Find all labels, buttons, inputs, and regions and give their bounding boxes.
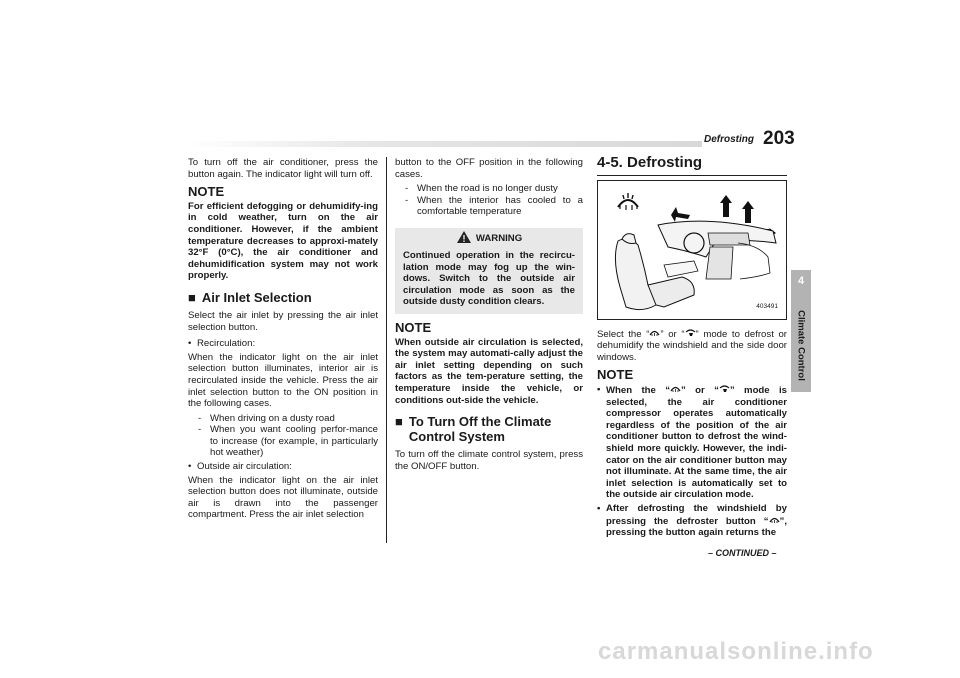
turn-off-heading bbox=[395, 414, 583, 444]
chapter-label: Climate Control bbox=[795, 310, 807, 381]
section-running-title: Defrosting bbox=[704, 134, 754, 145]
dash-item-not-dusty: - When the road is no longer dusty bbox=[405, 183, 558, 195]
note-text: When outside air circulation is selected, the system may automati-cally adjust the air inlet setting depending on such factors as the tem-perature setting, the temperature inside the vehicle, or conditions out-side the vehicle. bbox=[395, 336, 583, 406]
note-text: For efficient defogging or dehumidify-ing in cold weather, turn on the air conditioner. However, if the ambient temperature decreases to approxi-mately 32°F (0°C), the air conditioner and dehumidification system may not work properly. bbox=[188, 200, 378, 282]
column-2 bbox=[395, 157, 583, 477]
warning-label: WARNING bbox=[475, 233, 523, 245]
dash-item-cooling: - When you want cooling perfor-mance to increase (for example, in particularly hot weather) bbox=[198, 424, 378, 459]
note-heading: NOTE bbox=[597, 367, 634, 383]
bullet-outside-air: • Outside air circulation: bbox=[188, 461, 292, 473]
recirculation-text: When the indicator light on the air inlet selection button illuminates, interior air is recirculated inside the vehicle. Press the air inlet selection button to the ON position in the following cases. bbox=[188, 351, 378, 410]
car-interior-diagram bbox=[598, 181, 786, 319]
warning-header bbox=[403, 228, 575, 250]
ac-off-paragraph: To turn off the air conditioner, press the button again. The indicator light will turn off. bbox=[188, 157, 378, 180]
dash-item-dusty-road: - When driving on a dusty road bbox=[198, 412, 335, 424]
defrost-foot-icon bbox=[685, 328, 696, 341]
defroster-illustration bbox=[597, 180, 787, 320]
defroster-icon bbox=[670, 384, 681, 397]
turn-off-text: To turn off the climate control system, press the ON/OFF button. bbox=[395, 449, 583, 472]
chapter-number: 4 bbox=[797, 275, 805, 287]
air-inlet-heading-text: Air Inlet Selection bbox=[201, 289, 312, 305]
column-1 bbox=[188, 157, 378, 526]
defrost-foot-icon bbox=[719, 384, 730, 397]
watermark: carmanualsonline.info bbox=[598, 638, 874, 665]
column-divider bbox=[386, 157, 387, 543]
note-heading: NOTE bbox=[188, 184, 225, 200]
page-number: 203 bbox=[763, 128, 795, 149]
warning-box bbox=[395, 228, 583, 314]
note-bullet-2: • After defrosting the windshield by pressing the defroster button “ ”, pressing the button again returns the bbox=[597, 502, 787, 539]
note-heading: NOTE bbox=[395, 319, 432, 335]
continued-label: – CONTINUED – bbox=[708, 548, 777, 558]
section-title: 4-5. Defrosting bbox=[597, 157, 787, 176]
bullet-recirculation: • Recirculation: bbox=[188, 338, 256, 350]
defrost-instructions: Select the “ ” or “ ” mode to defrost or dehumidify the windshield and the side door windows. bbox=[597, 328, 787, 363]
defroster-icon bbox=[649, 328, 660, 341]
note-bullet-1: • When the “ ” or “ ” mode is selected, the air conditioner compressor operates automatically regardless of the position of the air conditioner button to defrost the wind-shield more quickly. However, the indi-cator on the air conditioner button may not illuminate. At the same time, the air inlet selection is automatically set to the outside air circulation mode. bbox=[597, 383, 787, 501]
section-marker: ■ bbox=[395, 414, 403, 430]
turn-off-heading-text: To Turn Off the Climate Control System bbox=[408, 414, 552, 445]
chapter-side-tab bbox=[791, 270, 811, 392]
outside-air-text: When the indicator light on the air inlet selection button does not illuminate, outside air is drawn into the passenger compartment. Press the air inlet selection bbox=[188, 474, 378, 521]
header-rule bbox=[188, 141, 702, 147]
defroster-icon bbox=[618, 193, 638, 210]
air-inlet-intro: Select the air inlet by pressing the air inlet selection button. bbox=[188, 309, 378, 333]
defroster-icon bbox=[769, 515, 780, 528]
continued-paragraph: button to the OFF position in the following cases. bbox=[395, 157, 583, 180]
warning-triangle-icon bbox=[456, 230, 472, 248]
dash-item-cooled: - When the interior has cooled to a comfortable temperature bbox=[405, 194, 583, 218]
warning-text: Continued operation in the recircu-lation mode may fog up the win-dows. Switch to the outside air circulation mode as soon as the outside dusty condition clears. bbox=[403, 249, 575, 308]
section-marker: ■ bbox=[188, 289, 196, 305]
figure-id: 403491 bbox=[756, 303, 778, 310]
column-3 bbox=[597, 154, 787, 541]
air-inlet-heading bbox=[188, 290, 378, 305]
